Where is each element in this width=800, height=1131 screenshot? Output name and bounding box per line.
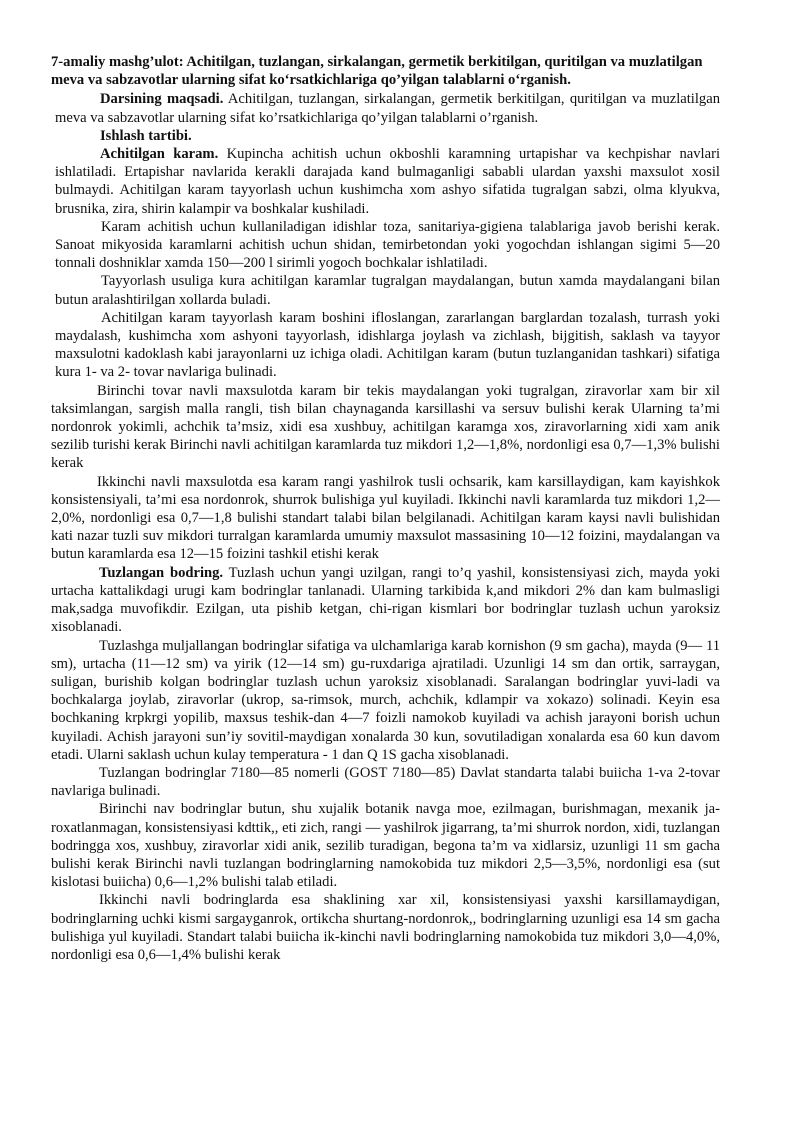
pickled-cucumber-paragraph-5: Ikkinchi navli bodringlarda esa shaklining xar xil, konsistensiyasi yaxshi karsillamaydigan, bodringlarning uchki kismi sargayganrok, ortikcha shurtang-nordonrok,, bodringlarning uzunligi esa 14 sm gacha bulishiga yul kuyiladi. Standart talabi buiicha ik-kinchi navli bodringlarning namokobida tuz mikdori 3,0—4,0%, nordonligi esa 0,6—1,4% bulishi kerak — [51, 892, 720, 963]
sauerkraut-paragraph-6: Ikkinchi navli maxsulotda esa karam rangi yashilrok tusli ochsarik, kam karsillaydigan, kam kayishkok konsistensiyali, ta’mi esa nordonrok, shurrok bulishiga yul kuyiladi. Ikkinchi navli karamlarda tuz mikdori 1,2—2,0%, nordonligi esa 0,7—1,8 bulishi standart talabi bilan belgilanadi. Achitilgan karam kaysi navli bulishidan kati nazar tuzli suv mikdori turralgan karamlarda umumiy maxsulot massasining 10—12 foizini, maydalangan va butun karamlarda esa 12—15 foizini tashkil etishi kerak — [51, 473, 720, 563]
goal-paragraph — [51, 90, 720, 126]
sauerkraut-paragraph-1 — [51, 145, 720, 218]
sauerkraut-paragraph-3: Tayyorlash usuliga kura achitilgan karamlar tugralgan maydalangan, butun xamda maydalangani bilan butun aralashtirilgan xollarda buladi. — [55, 273, 720, 308]
sauerkraut-text-1: Kupincha achitish uchun okboshli karamning urtapishar va kechpishar navlari ishlatiladi. Ertapishar navlarida kerakli darajada kand bulmaganligi sababli ulardan yaxshi maxsulot xosil bulmaydi. Achitilgan karam tayyorlash uchun kushimcha xom ashyo sifatida tugralgan sabzi, olma klyukva, brusnika, zira, shirin kalampir va boshkalar kushiladi. — [55, 146, 720, 217]
pickled-cucumber-paragraph-1 — [51, 564, 720, 637]
goal-text: Achitilgan, tuzlangan, sirkalangan, germetik berkitilgan, quritilgan va muzlatilgan meva va sabzavotlar ularning sifat ko’rsatkichlariga qo’yilgan talablarni o’rganish. — [55, 91, 720, 126]
sauerkraut-paragraph-2: Karam achitish uchun kullaniladigan idishlar toza, sanitariya-gigiena talablariga javob berishi kerak. Sanoat mikyosida karamlarni achitish uchun shidan, temirbetondan yoki yogochdan ishlangan sigimi 5—20 tonnali doshniklar xamda 150—200 l sirimli yogoch bochkalar ishlatiladi. — [55, 218, 720, 272]
sauerkraut-paragraph-5: Birinchi tovar navli maxsulotda karam bir tekis maydalangan yoki tugralgan, ziravorlar xam bir xil taksimlangan, sargish malla rangli, tish bilan chaynaganda karsillashi va sersuv bulishi kerak Ularning ta’mi nordonrok yokimli, achchik ta’msiz, xidi esa xushbuy, achitilgan karamga xos, ziravorlarning xidi xam anik sezilib turishi kerak Birinchi navli achitilgan karamlarda tuz mikdori 1,2—1,8%, nordonligi esa 0,7—1,3% bulishi kerak — [51, 382, 720, 472]
pickled-cucumber-paragraph-4: Birinchi nav bodringlar butun, shu xujalik botanik navga moe, ezilmagan, burishmagan, mexanik ja-roxatlanmagan, konsistensiyasi kdttik,, eti zich, rangi — yashilrok jigarrang, ta’mi shurrok nordon, xidi, tuzlangan bodringga xos, xushbuy, ziravorlar xidi anik, sezilib turadigan, begona ta’m va xidlarsiz, uzunligi 11 sm gacha bulishi kerak Birinchi navli tuzlangan bodringlarning namokobida tuz mikdori 2,5—3,5%, nordonligi esa (sut kislotasi buiicha) 0,6—1,2% bulishi talab etiladi. — [51, 801, 720, 891]
sauerkraut-paragraph-4: Achitilgan karam tayyorlash karam boshini ifloslangan, zararlangan barglardan tozalash, turrash yoki maydalash, kushimcha xom ashyoni tayyorlash, idishlarga joylash va zichlash, bijgitish, saklash va tayyor maxsulotni kadoklash kabi jarayonlarni uz ichiga oladi. Achitilgan karam (butun tuzlanganidan tashkari) sifatiga kura 1- va 2- tovar navlariga bulinadi. — [55, 309, 720, 381]
page-title: 7-amaliy mashg’ulot: Achitilgan, tuzlangan, sirkalangan, germetik berkitilgan, quritilgan va muzlatilgan meva va sabzavotlar ularning sifat ko‘rsatkichlariga qo’yilgan talablarni o‘rganish. — [51, 54, 703, 89]
pickled-cucumber-paragraph-3: Tuzlangan bodringlar 7180—85 nomerli (GOST 7180—85) Davlat standarta talabi buiicha 1-va 2-tovar navlariga bulinadi. — [51, 764, 720, 800]
goal-label: Darsining maqsadi. — [100, 91, 224, 108]
sauerkraut-heading: Achitilgan karam. — [100, 146, 219, 163]
pickled-cucumber-text-1: Tuzlash uchun yangi uzilgan, rangi to’q yashil, konsistensiyasi zich, mayda yoki urtacha kattalikdagi urugi kam bodringlar tanlanadi. Ularning tarkibida k,and mikdori 2% dan kam bulmasligi mak,sadga muvofikdir. Ezilgan, uta pishib ketgan, chi-rigan kismlari bor bodringlar tuzlash uchun yaroksiz xisoblanadi. — [51, 564, 721, 636]
procedure-heading: Ishlash tartibi. — [100, 127, 192, 144]
pickled-cucumber-paragraph-2: Tuzlashga muljallangan bodringlar sifatiga va ulchamlariga karab kornishon (9 sm gacha), mayda (9— 11 sm), urtacha (11—12 sm) va yirik (12—14 sm) gu-ruxdariga ajratiladi. Uzunligi 14 sm dan ortik, sarraygan, suligan, burishib kolgan bodringlar tuzlash uchun yaroksiz xisoblanadi. Saralangan bodringlar yuvi-ladi va bochkalarga joylab, ziravorlar (ukrop, sa-rimsok, murch, achchik, kdlampir va xokazo) solinadi. Keyin esa bochkaning krpkrgi yopilib, maxsus teshik-dan 4—7 foizli namokob kuyiladi va achish jarayoni borish uchun kuyiladi. Achish jarayoni sun’iy sovitil-maydigan xonalarda 30 kun, sovutiladigan xonalarda esa 60 kun davom etadi. Ularni saklash uchun kulay temperatura - 1 dan Q 1S gacha xisoblanadi. — [51, 637, 720, 763]
pickled-cucumber-heading: Tuzlangan bodring. — [99, 564, 224, 581]
